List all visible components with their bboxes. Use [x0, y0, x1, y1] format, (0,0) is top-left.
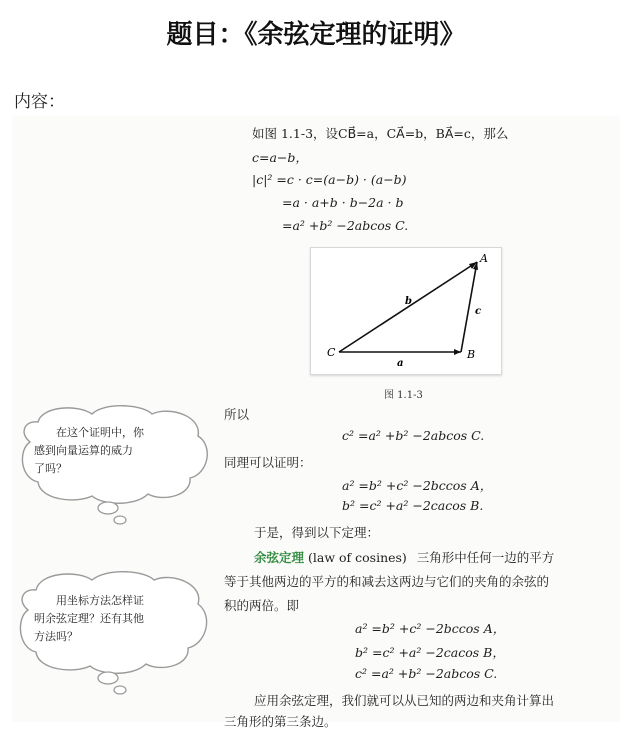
bubble-2-line-1: 用坐标方法怎样证: [56, 594, 144, 607]
text-line-3: |c|² =c · c=(a−b) · (a−b): [252, 172, 407, 187]
bubble-1-line-1: 在这个证明中，你: [56, 426, 144, 439]
text-line-17: c² =a² +b² −2abcos C.: [355, 666, 498, 681]
text-line-2: c=a−b，: [252, 150, 308, 165]
vertex-B-label: B: [467, 348, 476, 361]
side-b-label: b: [405, 296, 412, 307]
theorem-english: (law of cosines): [308, 550, 407, 565]
text-line-15: a² =b² +c² −2bccos A，: [355, 621, 506, 636]
text-line-18: 应用余弦定理，我们就可以从已知的两边和夹角计算出: [254, 693, 555, 708]
bubble-2-line-3: 方法吗？: [34, 630, 78, 643]
vertex-C-label: C: [327, 346, 336, 359]
page-title: 题目：《余弦定理的证明》: [166, 20, 466, 50]
bubble-1-text: [34, 424, 204, 478]
theorem-line: [254, 548, 554, 566]
content-label: 内容：: [14, 92, 65, 112]
text-line-16: b² =c² +a² −2cacos B，: [355, 645, 505, 660]
thought-bubble-2: [12, 568, 222, 698]
text-line-11: 于是，得到以下定理：: [254, 525, 380, 540]
text-line-1: 如图 1.1-3，设CB⃗=a，CA⃗=b，BA⃗=c，那么: [252, 126, 509, 141]
figure-caption: 图 1.1-3: [384, 390, 423, 401]
side-c-label: c: [475, 306, 482, 317]
side-a-label: a: [397, 358, 404, 369]
text-line-7: c² =a² +b² −2abcos C.: [342, 428, 485, 443]
bubble-1-line-3: 了吗？: [34, 462, 67, 475]
text-line-4: =a · a+b · b−2a · b: [282, 195, 404, 210]
text-line-13: 等于其他两边的平方的和减去这两边与它们的夹角的余弦的: [224, 574, 550, 589]
arrow-a: [454, 349, 461, 355]
text-line-14: 积的两倍。即: [224, 598, 300, 613]
text-line-5: =a² +b² −2abcos C.: [282, 218, 409, 233]
bubble-2-text: [34, 592, 204, 646]
text-line-19: 三角形的第三条边。: [224, 714, 337, 729]
thought-bubble-1: [12, 402, 222, 528]
triangle-figure: [310, 247, 502, 375]
text-line-9: a² =b² +c² −2bccos A，: [342, 478, 493, 493]
theorem-text-start: 三角形中任何一边的平方: [416, 550, 555, 565]
textbook-scan: [12, 116, 620, 729]
text-line-6: 所以: [224, 407, 250, 422]
bubble-1-line-2: 感到向量运算的威力: [34, 444, 133, 457]
theorem-name: 余弦定理: [254, 550, 305, 565]
triangle-svg: [311, 248, 501, 374]
text-line-10: b² =c² +a² −2cacos B.: [342, 498, 484, 513]
vertex-A-label: A: [480, 252, 488, 265]
text-line-8: 同理可以证明：: [224, 455, 312, 470]
side-b-line: [339, 262, 477, 352]
bubble-2-line-2: 明余弦定理？还有其他: [34, 612, 144, 625]
